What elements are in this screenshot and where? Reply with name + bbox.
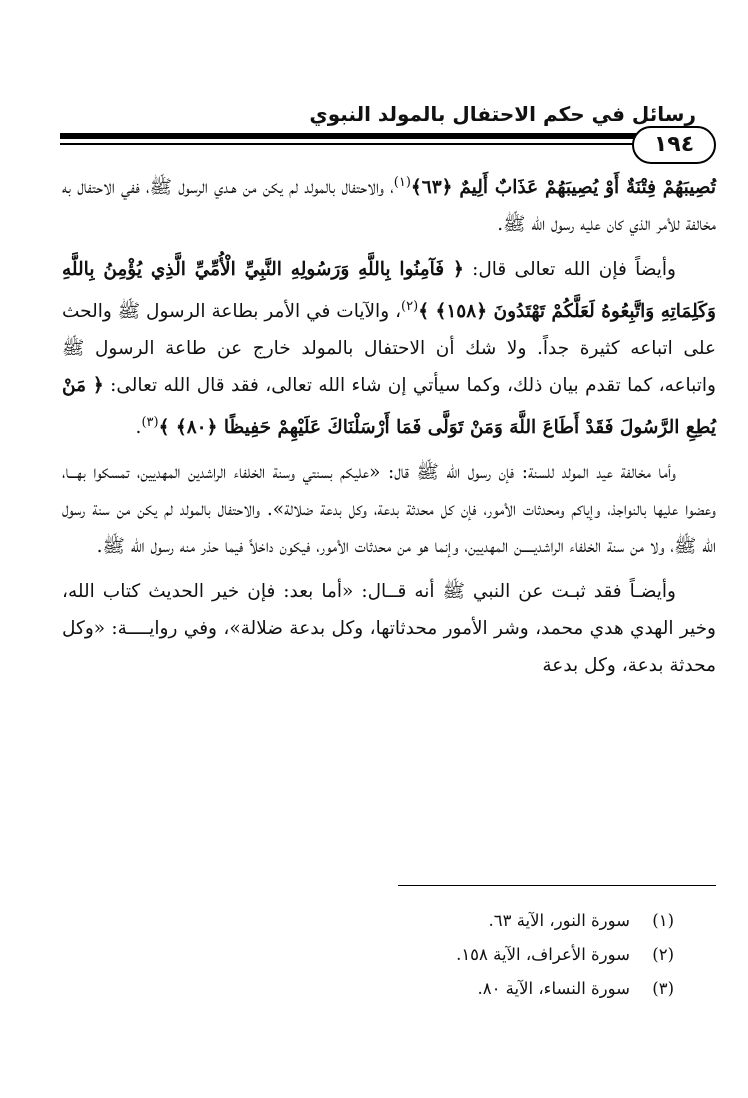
paragraph-3: وأما مخالفة عيد المولد للسنة: فإن رسول الله ﷺ قال: «عليكم بسنتي وسنة الخلفاء الراشدين المهديين، تمسكوا بهـــا، وعضوا عليها بالنواجذ، وإياكم ومحدثات الأمور، فإن كل محدثة بدعة، وكل بدعة ضلالة». والاحتفال بالمولد لم يكن من سنة رسول الله ﷺ، ولا من سنة الخلفاء الراشديـــــن المهديين، وإنما هو من محدثات الأمور، فيكون داخلاً فيما حذر منه رسول الله ﷺ.	[62, 462, 716, 558]
header-rule-thick	[60, 133, 660, 139]
page-number: ١٩٤	[632, 126, 716, 164]
paragraph-2: وأيضاً فإن الله تعالى قال: ﴿ فَآمِنُوا بِاللَّهِ وَرَسُولِهِ النَّبِيِّ الْأُمِّيِّ الَّذِي يُؤْمِنُ بِاللَّهِ وَكَلِمَاتِهِ وَاتَّبِعُوهُ لَعَلَّكُمْ تَهْتَدُونَ ﴿١٥٨﴾ ﴾$^{(٢)}$، والآيات في الأمر بطاعة الرسول ﷺ والحث على اتباعه كثيرة جداً. ولا شك أن الاحتفال بالمولد خارج عن طاعة الرسول ﷺ واتباعه، كما تقدم بيان ذلك، وكما سيأتي إن شاء الله تعالى، فقد قال الله تعالى: ﴿ مَنْ يُطِعِ الرَّسُولَ فَقَدْ أَطَاعَ اللَّهَ وَمَنْ تَوَلَّى فَمَا أَرْسَلْنَاكَ عَلَيْهِمْ حَفِيظًا ﴿٨٠﴾ ﴾$^{(٣)}$.	[62, 259, 716, 439]
header-rule-thin	[60, 143, 660, 145]
footnote-1-text: سورة النور، الآية ٦٣.	[488, 911, 630, 930]
paragraph-1-text: ، والاحتفال بالمولد لم يكن من هـدي الرسول ﷺ، ففي الاحتفال به مخالفة للأمر الذي كان عليه رسول الله ﷺ.	[62, 177, 716, 236]
paragraph-2-text: ، والآيات في الأمر بطاعة الرسول ﷺ والحث على اتباعه كثيرة جداً. ولا شك أن الاحتفال بالمولد خارج عن طاعة الرسول ﷺ واتباعه، كما تقدم بيان ذلك، وكما سيأتي إن شاء الله تعالى، فقد قال الله تعالى:	[62, 301, 716, 397]
footnote-3	[62, 972, 674, 1006]
footnote-2-text: سورة الأعراف، الآية ١٥٨.	[456, 945, 630, 964]
footnote-marker-3: (٣)	[141, 415, 159, 431]
paragraph-4: وأيضـاً فقد ثبـت عن النبي ﷺ أنه قــال: «أما بعد: فإن خير الحديث كتاب الله، وخير الهدي هدي محمد، وشر الأمور محدثاتها، وكل بدعة ضلالة»، وفي روايــــة: «وكل محدثة بدعة، وكل بدعة	[62, 581, 716, 677]
footnotes	[62, 904, 674, 1006]
main-text	[62, 164, 716, 692]
footnote-2	[62, 938, 674, 972]
footnote-marker-1: (١)	[393, 175, 411, 190]
quran-quote-1: تُصِيبَهُمْ فِتْنَةٌ أَوْ يُصِيبَهُمْ عَذَابٌ أَلِيمٌ ﴿٦٣﴾	[410, 177, 716, 199]
footnote-rule	[398, 885, 716, 886]
running-title: رسائل في حكم الاحتفال بالمولد النبوي	[309, 102, 696, 126]
footnote-3-text: سورة النساء، الآية ٨٠.	[477, 979, 630, 998]
paragraph-2-lead: وأيضاً فإن الله تعالى قال:	[472, 259, 676, 281]
paragraph-1	[62, 164, 716, 243]
quran-quote-2: ﴿ فَآمِنُوا بِاللَّهِ وَرَسُولِهِ النَّبِيِّ الْأُمِّيِّ الَّذِي يُؤْمِنُ بِاللَّهِ وَكَلِمَاتِهِ وَاتَّبِعُوهُ لَعَلَّكُمْ تَهْتَدُونَ ﴿١٥٨﴾ ﴾	[62, 259, 716, 323]
footnote-1-number: (١)	[652, 911, 674, 930]
quran-quote-3: ﴿ مَنْ يُطِعِ الرَّسُولَ فَقَدْ أَطَاعَ اللَّهَ وَمَنْ تَوَلَّى فَمَا أَرْسَلْنَاكَ عَلَيْهِمْ حَفِيظًا ﴿٨٠﴾ ﴾	[62, 375, 716, 439]
footnote-3-number: (٣)	[652, 979, 674, 998]
footnote-2-number: (٢)	[652, 945, 674, 964]
footnote-marker-2: (٢)	[401, 299, 419, 315]
footnote-1	[62, 904, 674, 938]
